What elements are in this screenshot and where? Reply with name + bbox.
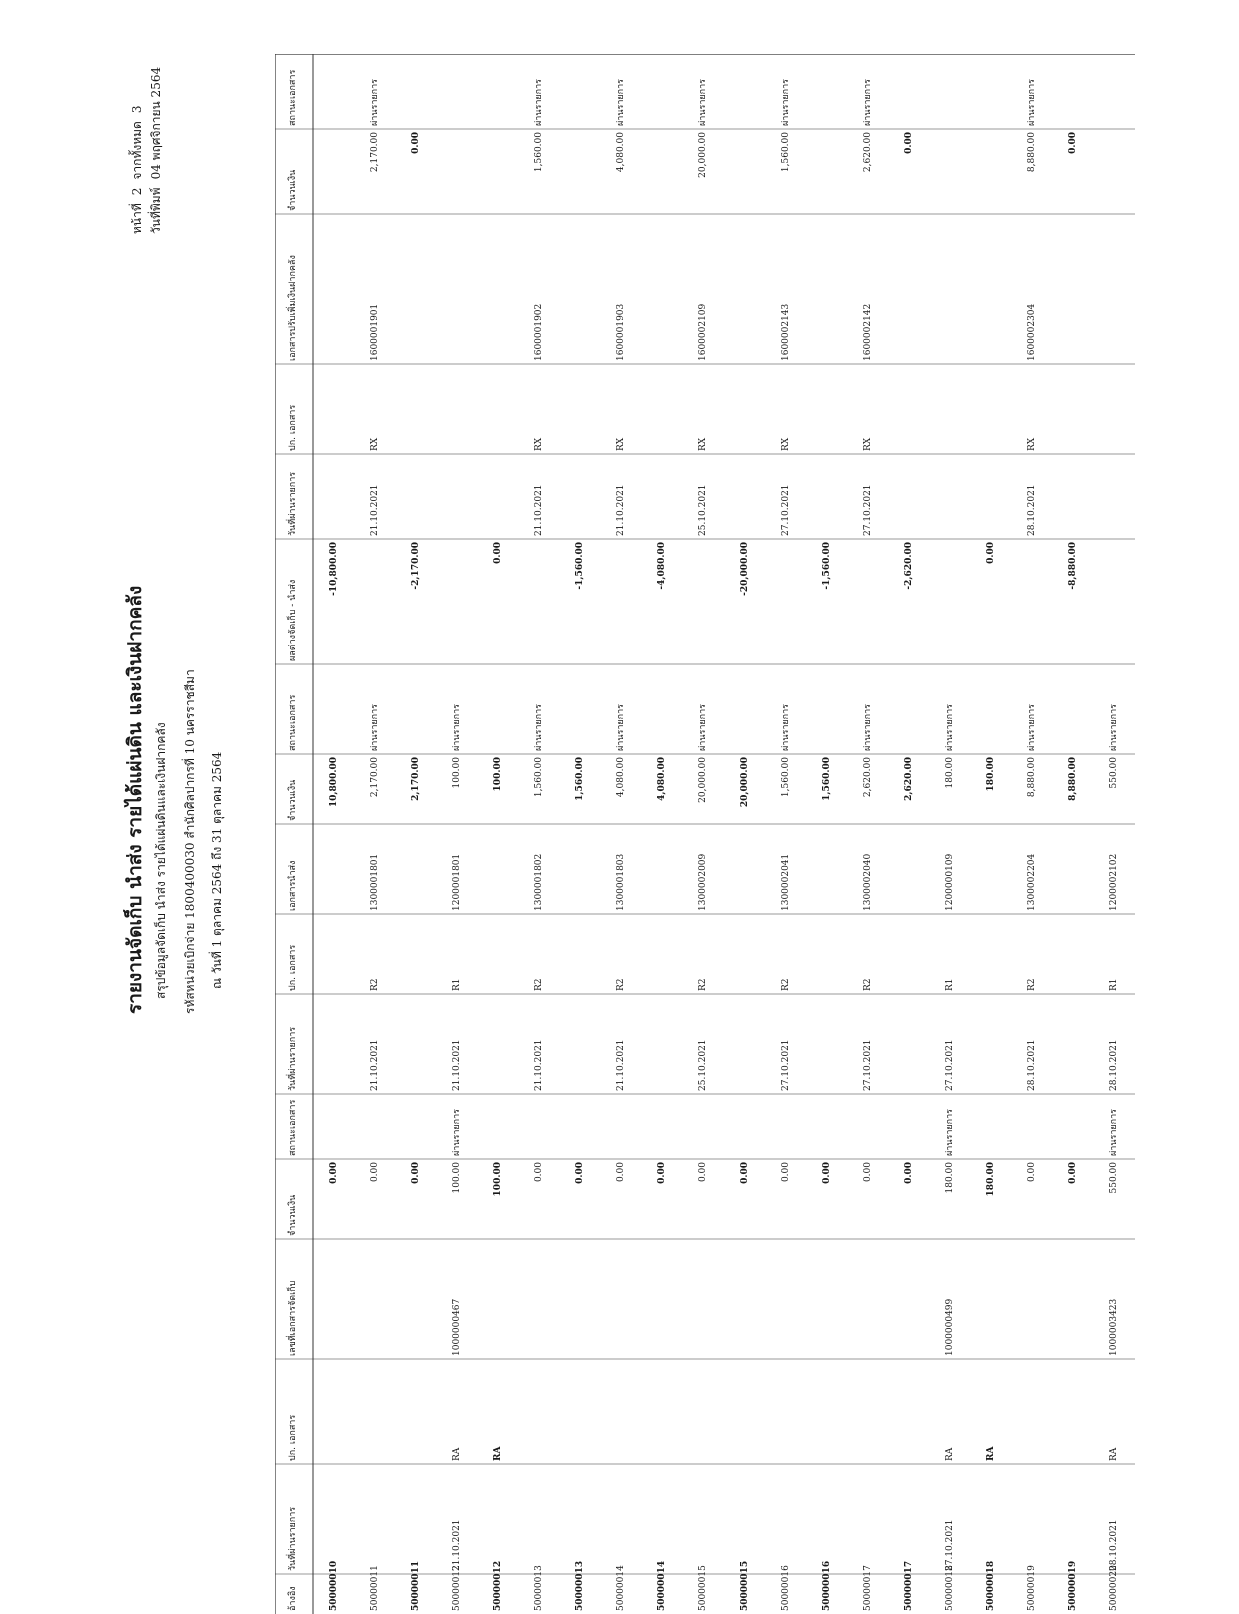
column-header: วันที่ผ่านรายการ (288, 1026, 298, 1091)
table-cell-amt3: 0.00 (903, 132, 914, 154)
table-cell-ref: 50000017 (862, 1565, 873, 1611)
page-number: 2 (130, 187, 144, 196)
table-cell-amt2: 1,560.00 (534, 757, 545, 798)
table-cell-diff: -1,560.00 (821, 542, 832, 590)
table-cell-status2: ผ่านรายการ (862, 704, 873, 751)
of-label: จากทั้งหมด (130, 121, 144, 180)
table-cell-doc2: 1300002041 (780, 853, 791, 911)
table-cell-amt2: 1,560.00 (575, 757, 586, 801)
table-cell-doc1: 1000003423 (1109, 1298, 1120, 1356)
column-header: เลขที่เอกสารจัดเก็บ (288, 1280, 298, 1356)
column-header: ปก. เอกสาร (288, 404, 298, 451)
table-cell-type1: RA (986, 1446, 997, 1461)
table-cell-date2: 27.10.2021 (862, 1039, 873, 1091)
table-cell-type1: RA (492, 1446, 503, 1461)
table-cell-status2: ผ่านรายการ (1109, 704, 1120, 751)
column-header: ปก. เอกสาร (288, 1414, 298, 1461)
table-cell-amt1: 0.00 (739, 1162, 750, 1184)
table-cell-type3: RX (534, 437, 545, 451)
table-cell-amt1: 180.00 (945, 1162, 956, 1194)
table-cell-doc2: 1300002040 (862, 853, 873, 911)
table-cell-type2: R1 (1109, 978, 1120, 991)
table-cell-amt2: 20,000.00 (698, 757, 709, 803)
table-cell-date2: 21.10.2021 (451, 1039, 462, 1091)
table-cell-doc1: 1000000467 (451, 1298, 462, 1356)
table-grid (275, 54, 1135, 1614)
table-cell-doc3: 1600001903 (616, 303, 627, 361)
table-cell-date2: 28.10.2021 (1027, 1039, 1038, 1091)
table-cell-ref: 50000011 (369, 1565, 380, 1611)
table-cell-ref: 50000018 (945, 1565, 956, 1611)
column-header: จำนวนเงิน (288, 779, 298, 821)
table-cell-amt1: 0.00 (903, 1162, 914, 1184)
table-cell-status2: ผ่านรายการ (1027, 704, 1038, 751)
table-cell-type3: RX (1027, 437, 1038, 451)
table-cell-date2: 25.10.2021 (698, 1039, 709, 1091)
table-cell-amt2: 2,620.00 (862, 757, 873, 798)
table-cell-ref: 50000011 (410, 1560, 421, 1611)
page-label: หน้าที่ (130, 203, 144, 234)
table-cell-amt2: 8,880.00 (1027, 757, 1038, 798)
table-cell-amt1: 180.00 (986, 1162, 997, 1197)
column-header: จำนวนเงิน (288, 1194, 298, 1236)
report-table (275, 54, 1135, 1614)
table-cell-diff: -2,620.00 (903, 542, 914, 590)
table-cell-ref: 50000019 (1068, 1560, 1079, 1611)
table-cell-status3: ผ่านรายการ (369, 79, 380, 126)
table-cell-type2: R1 (451, 978, 462, 991)
table-cell-date3: 25.10.2021 (698, 484, 709, 536)
column-header: สถานะเอกสาร (288, 1099, 298, 1156)
table-cell-amt2: 180.00 (986, 757, 997, 792)
table-cell-type2: R2 (698, 978, 709, 991)
table-cell-amt1: 0.00 (698, 1162, 709, 1183)
table-cell-date3: 21.10.2021 (616, 484, 627, 536)
column-header: ผลต่างจัดเก็บ - นำส่ง (288, 579, 298, 661)
table-cell-diff: -1,560.00 (575, 542, 586, 590)
table-cell-status3: ผ่านรายการ (862, 79, 873, 126)
column-header: เอกสารนำส่ง (288, 860, 298, 911)
table-cell-diff: -2,170.00 (410, 542, 421, 590)
table-cell-amt2: 2,620.00 (903, 757, 914, 801)
table-cell-status3: ผ่านรายการ (698, 79, 709, 126)
table-cell-status1: ผ่านรายการ (451, 1109, 462, 1156)
table-cell-status3: ผ่านรายการ (1027, 79, 1038, 126)
table-cell-ref: 50000019 (1027, 1565, 1038, 1611)
table-cell-status2: ผ่านรายการ (616, 704, 627, 751)
table-cell-diff: 0.00 (492, 542, 503, 564)
table-cell-type2: R2 (780, 978, 791, 991)
table-cell-type2: R1 (945, 978, 956, 991)
table-cell-doc3: 1600002143 (780, 303, 791, 361)
table-cell-amt2: 10,800.00 (328, 757, 339, 808)
table-cell-doc2: 1200000109 (945, 853, 956, 911)
table-cell-ref: 50000016 (780, 1565, 791, 1611)
table-cell-type2: R2 (616, 978, 627, 991)
table-cell-diff: -20,000.00 (739, 542, 750, 596)
total-pages: 3 (130, 105, 144, 114)
table-cell-type2: R2 (369, 978, 380, 991)
table-cell-status3: ผ่านรายการ (616, 79, 627, 126)
table-cell-ref: 50000018 (986, 1560, 997, 1611)
column-header: วันที่ผ่านรายการ (288, 471, 298, 536)
table-cell-amt3: 2,170.00 (369, 132, 380, 173)
table-cell-doc2: 1200002102 (1109, 853, 1120, 911)
column-header: อ้างอิง (288, 1586, 298, 1611)
table-cell-status2: ผ่านรายการ (780, 704, 791, 751)
table-cell-date1: 28.10.2021 (1109, 1519, 1120, 1571)
column-header: สถานะเอกสาร (288, 694, 298, 751)
table-cell-amt1: 100.00 (451, 1162, 462, 1194)
table-cell-type2: R2 (534, 978, 545, 991)
table-cell-date2: 21.10.2021 (616, 1039, 627, 1091)
table-cell-date1: 21.10.2021 (451, 1519, 462, 1571)
page-info (128, 67, 166, 234)
table-cell-diff: -10,800.00 (328, 542, 339, 596)
table-cell-amt1: 0.00 (862, 1162, 873, 1183)
print-date: 04 พฤศจิกายน 2564 (149, 66, 164, 180)
table-cell-amt3: 0.00 (410, 132, 421, 154)
table-cell-ref: 50000017 (903, 1560, 914, 1611)
table-cell-amt3: 4,080.00 (616, 132, 627, 173)
table-cell-ref: 50000013 (534, 1565, 545, 1611)
table-cell-ref: 50000012 (492, 1560, 503, 1611)
column-header: วันที่ผ่านรายการ (288, 1506, 298, 1571)
table-cell-diff: -8,880.00 (1068, 542, 1079, 590)
table-cell-amt2: 2,170.00 (369, 757, 380, 798)
table-cell-amt1: 0.00 (369, 1162, 380, 1183)
table-cell-doc2: 1200001801 (451, 853, 462, 911)
table-cell-status1: ผ่านรายการ (1109, 1109, 1120, 1156)
table-cell-amt2: 8,880.00 (1068, 757, 1079, 801)
table-cell-status3: ผ่านรายการ (534, 79, 545, 126)
table-cell-type3: RX (369, 437, 380, 451)
report-period: ณ วันที่ 1 ตุลาคม 2564 ถึง 31 ตุลาคม 2564 (210, 751, 224, 989)
table-cell-doc3: 1600001902 (534, 303, 545, 361)
table-cell-date3: 27.10.2021 (862, 484, 873, 536)
table-cell-amt2: 20,000.00 (739, 757, 750, 808)
table-cell-doc3: 1600001901 (369, 303, 380, 361)
table-cell-amt2: 180.00 (945, 757, 956, 789)
table-cell-type1: RA (451, 1447, 462, 1461)
table-cell-type1: RA (1109, 1447, 1120, 1461)
table-cell-doc1: 1000000499 (945, 1298, 956, 1356)
table-cell-doc2: 1300002009 (698, 853, 709, 911)
table-cell-amt2: 2,170.00 (410, 757, 421, 801)
table-cell-amt2: 1,560.00 (780, 757, 791, 798)
table-cell-amt3: 1,560.00 (780, 132, 791, 173)
table-cell-doc2: 1300001803 (616, 853, 627, 911)
table-cell-amt2: 4,080.00 (616, 757, 627, 798)
column-header: จำนวนเงิน (288, 169, 298, 211)
column-header: เอกสารปรับเพิ่มเงินฝากคลัง (288, 255, 298, 361)
table-cell-diff: -4,080.00 (657, 542, 668, 590)
table-cell-amt3: 2,620.00 (862, 132, 873, 173)
table-cell-doc3: 1600002304 (1027, 303, 1038, 361)
report-subtitle: สรุปข้อมูลจัดเก็บ นำส่ง รายได้แผ่นดินและเงินฝากคลัง (154, 722, 168, 999)
table-cell-ref: 50000010 (328, 1560, 339, 1611)
table-cell-type1: RA (945, 1447, 956, 1461)
column-header: ปก. เอกสาร (288, 944, 298, 991)
table-cell-status1: ผ่านรายการ (945, 1109, 956, 1156)
table-cell-date3: 27.10.2021 (780, 484, 791, 536)
table-cell-amt3: 8,880.00 (1027, 132, 1038, 173)
table-cell-ref: 50000016 (821, 1560, 832, 1611)
table-cell-doc2: 1300001802 (534, 853, 545, 911)
table-cell-ref: 50000015 (739, 1560, 750, 1611)
table-cell-amt2: 100.00 (492, 757, 503, 792)
table-cell-type2: R2 (1027, 978, 1038, 991)
table-cell-date3: 21.10.2021 (534, 484, 545, 536)
table-cell-doc2: 1300002204 (1027, 853, 1038, 911)
table-cell-date2: 27.10.2021 (945, 1039, 956, 1091)
table-cell-date1: 27.10.2021 (945, 1519, 956, 1571)
table-cell-amt2: 550.00 (1109, 757, 1120, 789)
table-cell-amt1: 0.00 (780, 1162, 791, 1183)
table-cell-status2: ผ่านรายการ (369, 704, 380, 751)
table-cell-amt3: 0.00 (1068, 132, 1079, 154)
table-cell-amt1: 0.00 (1027, 1162, 1038, 1183)
table-cell-status2: ผ่านรายการ (451, 704, 462, 751)
table-cell-ref: 50000014 (657, 1560, 668, 1611)
table-cell-amt2: 100.00 (451, 757, 462, 789)
table-cell-type3: RX (780, 437, 791, 451)
table-cell-amt1: 0.00 (657, 1162, 668, 1184)
table-cell-amt1: 0.00 (410, 1162, 421, 1184)
table-cell-doc3: 1600002142 (862, 303, 873, 361)
table-cell-doc3: 1600002109 (698, 303, 709, 361)
table-cell-amt1: 100.00 (492, 1162, 503, 1197)
table-cell-type3: RX (616, 437, 627, 451)
table-cell-ref: 50000013 (575, 1560, 586, 1611)
table-cell-amt1: 0.00 (616, 1162, 627, 1183)
table-cell-date2: 21.10.2021 (534, 1039, 545, 1091)
table-cell-date2: 21.10.2021 (369, 1039, 380, 1091)
table-cell-type3: RX (698, 437, 709, 451)
table-cell-type2: R2 (862, 978, 873, 991)
table-cell-amt1: 0.00 (1068, 1162, 1079, 1184)
table-cell-ref: 50000012 (451, 1565, 462, 1611)
report-title: รายงานจัดเก็บ นำส่ง รายได้แผ่นดิน และเงินฝากคลัง (124, 585, 146, 1014)
table-cell-date2: 27.10.2021 (780, 1039, 791, 1091)
print-date-label: วันที่พิมพ์ (149, 187, 164, 234)
table-cell-status2: ผ่านรายการ (698, 704, 709, 751)
table-cell-amt1: 0.00 (575, 1162, 586, 1184)
table-cell-ref: 50000020 (1109, 1565, 1120, 1611)
table-cell-type3: RX (862, 437, 873, 451)
table-cell-status2: ผ่านรายการ (945, 704, 956, 751)
table-cell-amt2: 1,560.00 (821, 757, 832, 801)
table-cell-amt1: 0.00 (328, 1162, 339, 1184)
column-header: สถานะเอกสาร (288, 69, 298, 126)
table-cell-ref: 50000015 (698, 1565, 709, 1611)
table-cell-amt3: 1,560.00 (534, 132, 545, 173)
table-cell-amt3: 20,000.00 (698, 132, 709, 178)
report-unit: รหัสหน่วยเบิกจ่าย 1800400030 สำนักศิลปากรที่ 10 นครราชสีมา (183, 669, 197, 1014)
table-cell-status2: ผ่านรายการ (534, 704, 545, 751)
table-cell-amt2: 4,080.00 (657, 757, 668, 801)
table-cell-amt1: 0.00 (821, 1162, 832, 1184)
table-cell-date3: 28.10.2021 (1027, 484, 1038, 536)
table-cell-status3: ผ่านรายการ (780, 79, 791, 126)
table-cell-doc2: 1300001801 (369, 853, 380, 911)
table-cell-amt1: 550.00 (1109, 1162, 1120, 1194)
table-cell-date3: 21.10.2021 (369, 484, 380, 536)
table-cell-date2: 28.10.2021 (1109, 1039, 1120, 1091)
table-cell-diff: 0.00 (986, 542, 997, 564)
table-cell-amt1: 0.00 (534, 1162, 545, 1183)
table-cell-ref: 50000014 (616, 1565, 627, 1611)
